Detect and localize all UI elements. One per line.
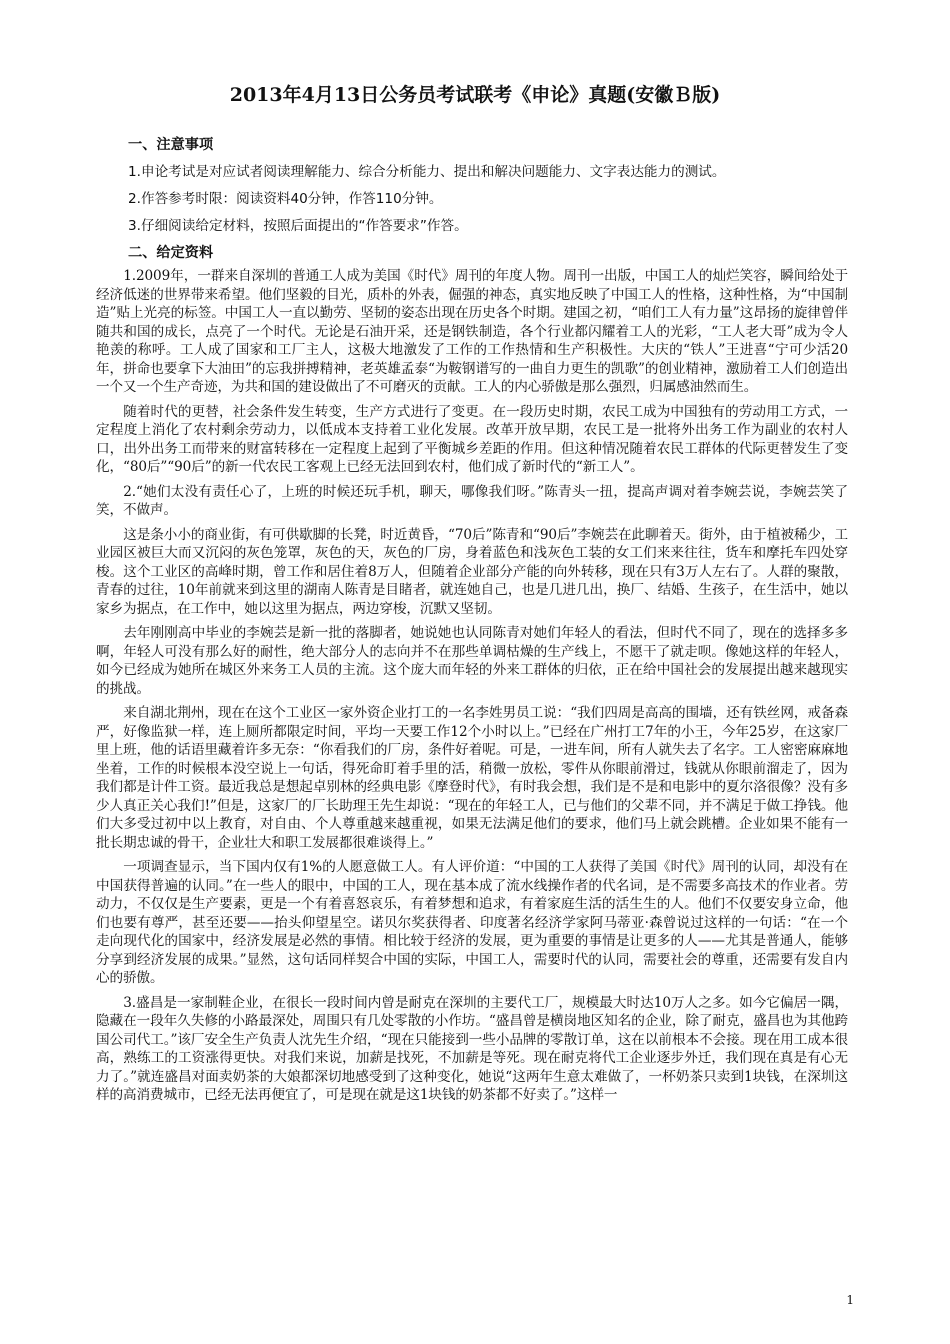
paragraph: 来自湖北荆州，现在在这个工业区一家外资企业打工的一名李姓男员工说：“我们四周是高高的围墙，还有铁丝网，戒备森严，好像监狱一样，连上厕所都限定时间，平均一天要工作12个小时以上。”已经在广州打工7年的小王，今年25岁，在这家厂里上班，他的话语里藏着许多无奈：“你看我们的厂房，条件好着呢。可是，一进车间，所有人就失去了名字。工人密密麻麻地坐着，工作的时候根本没空说上一句话，得死命盯着手里的活，稍微一放松，零件从你眼前滑过，钱就从你眼前溜走了，因为我们都是计件工资。最近我总是想起卓别林的经典电影《摩登时代》，有时我会想，我们是不是和电影中的夏尔洛很像？没有多少人真正关心我们!”但是，这家厂的厂长助理王先生却说：“现在的年轻工人，已与他们的父辈不同，并不满足于做工挣钱。他们大多受过初中以上教育，对自由、个人尊重越来越重视，如果无法满足他们的要求，他们马上就会跳槽。企业如果不能有一批长期忠诚的骨干，企业壮大和职工发展都很难谈得上。” — [96, 705, 848, 851]
paragraph: 1.2009年，一群来自深圳的普通工人成为美国《时代》周刊的年度人物。周刊一出版，中国工人的灿烂笑容，瞬间给处于经济低迷的世界带来希望。他们坚毅的目光，质朴的外表，倔强的神态，真实地反映了中国工人的性格，这种性格，为“中国制造”贴上光亮的标签。中国工人一直以勤劳、坚韧的姿态出现在历史各个时期。建国之初，“咱们工人有力量”这昂扬的旋律曾伴随共和国的成长，点亮了一个时代。无论是石油开采，还是钢铁制造，各个行业都闪耀着工人的光彩，“工人老大哥”成为令人艳羡的称呼。工人成了国家和工厂主人，这极大地激发了工作的工作热情和生产积极性。大庆的“铁人”王进喜“宁可少活20年，拼命也要拿下大油田”的忘我拼搏精神，老英雄孟泰“为鞍钢谱写的一曲自力更生的凯歌”的创业精神，激励着工人们创造出一个又一个生产奇迹，为共和国的建设做出了不可磨灭的贡献。工人的内心骄傲是那么强烈，归属感油然而生。 — [96, 268, 848, 395]
paragraph: 这是条小小的商业街，有可供歇脚的长凳，时近黄昏，“70后”陈青和“90后”李婉芸在此聊着天。街外，由于植被稀少，工业园区被巨大而又沉闷的灰色笼罩，灰色的天，灰色的厂房，身着蓝色和浅灰色工装的女工们来来往往，货车和摩托车四处穿梭。这个工业区的高峰时期，曾工作和居住着8万人，但随着企业部分产能的向外转移，现在只有3万人左右了。人群的聚散，青春的过往，10年前就来到这里的湖南人陈青是目睹者，就连她自己，也是几进几出，换厂、结婚、生孩子，在生活中，她以家乡为据点，在工作中，她以这里为据点，两边穿梭，沉默又坚韧。 — [96, 526, 848, 617]
paragraph: 去年刚刚高中毕业的李婉芸是新一批的落脚者，她说她也认同陈青对她们年轻人的看法，但时代不同了，现在的选择多多啊，年轻人可没有那么好的耐性，绝大部分人的志向并不在那些单调枯燥的生产线上，不愿干了就走呗。像她这样的年轻人，如今已经成为她所在城区外来务工人员的主流。这个庞大而年轻的外来工群体的归依，正在给中国社会的发展提出越来越现实的挑战。 — [96, 625, 848, 697]
document-body — [96, 132, 848, 1111]
note-item-1: 1.申论考试是对应试者阅读理解能力、综合分析能力、提出和解决问题能力、文字表达能力的测试。 — [128, 164, 726, 180]
note-item-2: 2.作答参考时限：阅读资料40分钟，作答110分钟。 — [128, 191, 443, 207]
page-title: 2013年4月13日公务员考试联考《申论》真题(安徽Ｂ版) — [229, 84, 721, 106]
paragraph: 2.“她们太没有责任心了，上班的时候还玩手机，聊天，哪像我们呀。”陈青头一扭，提高声调对着李婉芸说，李婉芸笑了笑，不做声。 — [96, 483, 848, 518]
paragraph: 一项调查显示，当下国内仅有1%的人愿意做工人。有人评价道：“中国的工人获得了美国《时代》周刊的认同，却没有在中国获得普遍的认同。”在一些人的眼中，中国的工人，现在基本成了流水线操作者的代名词，是不需要多高技术的作业者。劳动力，不仅仅是生产要素，更是一个有着喜怒哀乐，有着梦想和追求，有着家庭生活的活生生的人。他们不仅要安身立命，他们也要有尊严，甚至还要——抬头仰望星空。诺贝尔奖获得者、印度著名经济学家阿马蒂亚·森曾说过这样的一句话：“在一个走向现代化的国家中，经济发展是必然的事情。相比较于经济的发展，更为重要的事情是让更多的人——尤其是普通人，能够分享到经济发展的成果。”显然，这句话同样契合中国的实际，中国工人，需要时代的认同，需要社会的尊重，还需要有发自内心的骄傲。 — [96, 859, 848, 986]
page-number: 1 — [846, 1293, 854, 1307]
paragraph: 3.盛昌是一家制鞋企业，在很长一段时间内曾是耐克在深圳的主要代工厂，规模最大时达10万人之多。如今它偏居一隅，隐藏在一段年久失修的小路最深处，周围只有几处零散的小作坊。“盛昌曾是横岗地区知名的企业，除了耐克，盛昌也为其他跨国公司代工。”该厂安全生产负责人沈先生介绍，“现在只能接到一些小品牌的零散订单，这在以前根本不会接。现在用工成本很高，熟练工的工资涨得更快。对我们来说，加薪是找死，不加薪是等死。现在耐克将代工企业逐步外迁，我们现在真是有心无力了。”就连盛昌对面卖奶茶的大娘都深切地感受到了这种变化，她说“这两年生意太难做了，一杯奶茶只卖到1块钱，在深圳这样的高消费城市，已经无法再便宜了，可是现在就是这1块钱的奶茶都不好卖了。”这样一 — [96, 994, 848, 1103]
section-heading-materials: 二、给定资料 — [128, 245, 214, 261]
note-item-3: 3.仔细阅读给定材料，按照后面提出的“作答要求”作答。 — [128, 218, 468, 234]
paragraph: 随着时代的更替，社会条件发生转变，生产方式进行了变更。在一段历史时期，农民工成为中国独有的劳动用工方式，一定程度上消化了农村剩余劳动力，以低成本支持着工业化发展。改革开放早期，农民工是一批将外出务工作为副业的农村人口，出外出务工而带来的财富转移在一定程度上起到了平衡城乡差距的作用。但这种情况随着农民工群体的代际更替发生了变化，“80后”“90后”的新一代农民工客观上已经无法回到农村，他们成了新时代的“新工人”。 — [96, 403, 848, 475]
section-heading-notes: 一、注意事项 — [128, 137, 214, 153]
